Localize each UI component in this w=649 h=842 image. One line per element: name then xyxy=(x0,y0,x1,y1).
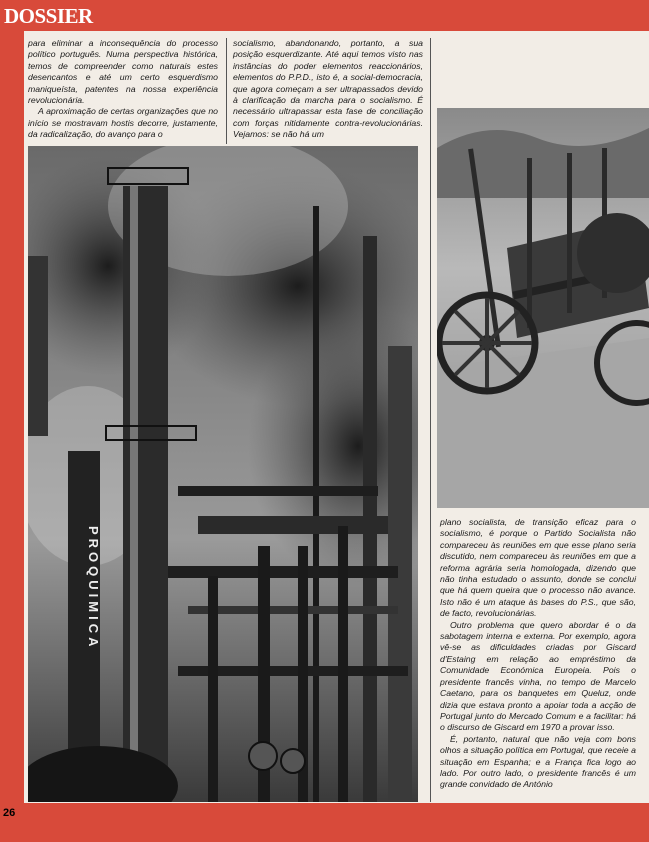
tower-lettering: PROQUIMICA xyxy=(86,526,101,651)
text-column-3 xyxy=(440,517,636,791)
paragraph: A aproximação de certas organizações que no início se mostravam hostis decorre, justamente, da radicalização, do avanço para o xyxy=(28,106,218,140)
ox-cart-image xyxy=(437,108,649,508)
refinery-illustration xyxy=(28,146,418,802)
section-header-bar xyxy=(0,0,649,31)
refinery-photo xyxy=(28,146,418,802)
paragraph: plano socialista, de transição eficaz para o socialismo, é porque o Partido Socialista não compareceu às reuniões em que esse plano seria discutido, nem compareceu às reuniões em que a reforma agrária seria homologada, dizendo que não tinha estudado o assunto, donde se conclui que há quem queira que o processo não avance. Isto não é um ataque às bases do P.S., que são, de facto, revolucionárias. xyxy=(440,517,636,619)
ox-cart-photo xyxy=(437,38,649,508)
ox-cart-illustration xyxy=(437,108,649,508)
text-column-1 xyxy=(28,38,218,141)
paragraph: É, portanto, natural que não veja com bons olhos a situação política em Portugal, que receie a situação em Espanha; e a França fica logo ao lado. Por outro lado, o presidente francês é um grande convidado de António xyxy=(440,733,636,790)
section-title: DOSSIER xyxy=(4,4,93,28)
text-column-2 xyxy=(233,38,423,141)
column-rule xyxy=(430,38,431,802)
column-rule xyxy=(226,38,227,144)
paragraph: para eliminar a inconsequência do processo político português. Numa perspectiva histórica, temos de compreender como naturais estes desencantos e até um certo esquerdismo maniqueísta, patentes na nossa experiência revolucionária. xyxy=(28,38,218,106)
paragraph: Outro problema que quero abordar é o da sabotagem interna e externa. Por exemplo, agora vê-se as dificuldades criadas por Giscard d'Estaing em relação ao empréstimo da Comunidade Económica Europeia. Pois o presidente francês vinha, no tempo de Marcelo Caetano, para os banquetes em Queluz, onde dizia que estava pronto a apoiar toda a acção de Portugal junto do Mercado Comum e a facilitar: há o discurso de Giscard em 1970 a provar isso. xyxy=(440,619,636,733)
page-number: 26 xyxy=(3,807,16,819)
paragraph: socialismo, abandonando, portanto, a sua posição esquerdizante. Até aqui temos visto nas instâncias do poder elementos reaccionários, elementos do P.P.D., isto é, a social-democracia, que agora começam a ser ultrapassados devido à clarificação da marcha para o socialismo. É necessário ultrapassar esta fase de conciliação com forças nitidamente contra-revolucionárias. Vejamos: se não há um xyxy=(233,38,423,140)
